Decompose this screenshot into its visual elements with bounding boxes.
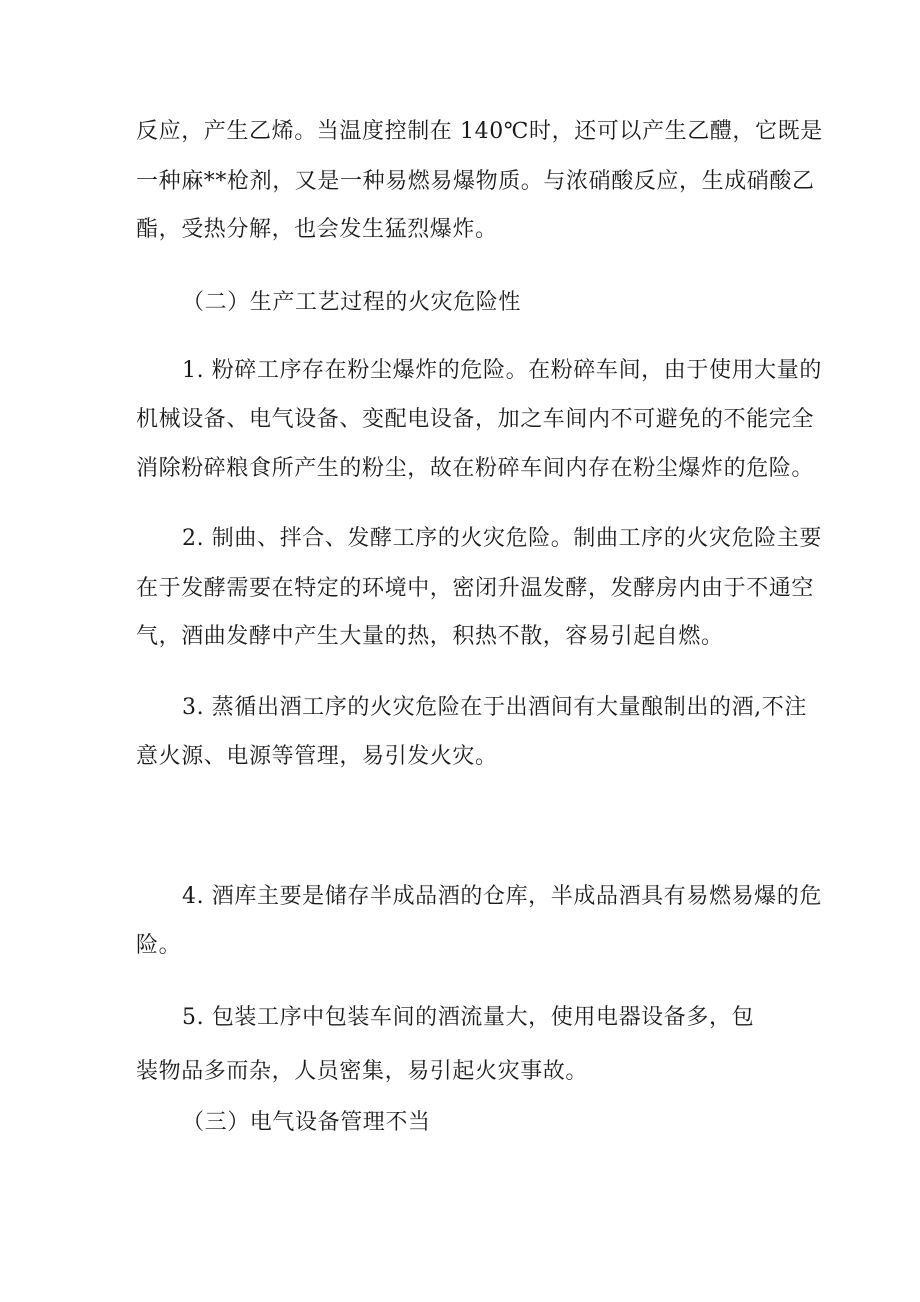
list-item-1-line: 消除粉碎粮食所产生的粉尘，故在粉碎车间内存在粉尘爆炸的危险。 bbox=[136, 456, 815, 481]
paragraph-line: 酯，受热分解，也会发生猛烈爆炸。 bbox=[136, 217, 498, 242]
list-item-3-line: 3. 蒸循出酒工序的火灾危险在于出酒间有大量酿制出的酒,不注 bbox=[182, 695, 807, 720]
list-item-4-line: 险。 bbox=[136, 933, 182, 958]
list-item-4-line: 4. 酒库主要是储存半成品酒的仓库，半成品酒具有易燃易爆的危 bbox=[182, 884, 822, 909]
paragraph-line: 反应，产生乙烯。当温度控制在 140℃时，还可以产生乙醴，它既是 bbox=[136, 119, 823, 144]
paragraph-line: 一种麻**枪剂，又是一种易燃易爆物质。与浓硝酸反应，生成硝酸乙 bbox=[136, 169, 815, 194]
list-item-5-line: 装物品多而杂，人员密集，易引起火灾事故。 bbox=[136, 1059, 589, 1084]
list-item-5-line: 5. 包装工序中包装车间的酒流量大，使用电器设备多，包 bbox=[182, 1005, 755, 1030]
list-item-2-line: 气，酒曲发酵中产生大量的热，积热不散，容易引起自燃。 bbox=[136, 624, 724, 649]
list-item-2-line: 2. 制曲、拌合、发酵工序的火灾危险。制曲工序的火灾危险主要 bbox=[182, 526, 822, 551]
section-heading-3: （三）电气设备管理不当 bbox=[182, 1110, 431, 1135]
list-item-1-line: 1. 粉碎工序存在粉尘爆炸的危险。在粉碎车间，由于使用大量的 bbox=[182, 358, 822, 383]
list-item-1-line: 机械设备、电气设备、变配电设备，加之车间内不可避免的不能完全 bbox=[136, 407, 815, 432]
section-heading-2: （二）生产工艺过程的火灾危险性 bbox=[182, 290, 522, 315]
list-item-3-line: 意火源、电源等管理，易引发火灾。 bbox=[136, 744, 498, 769]
list-item-2-line: 在于发酵需要在特定的环境中，密闭升温发酵，发酵房内由于不通空 bbox=[136, 576, 815, 601]
